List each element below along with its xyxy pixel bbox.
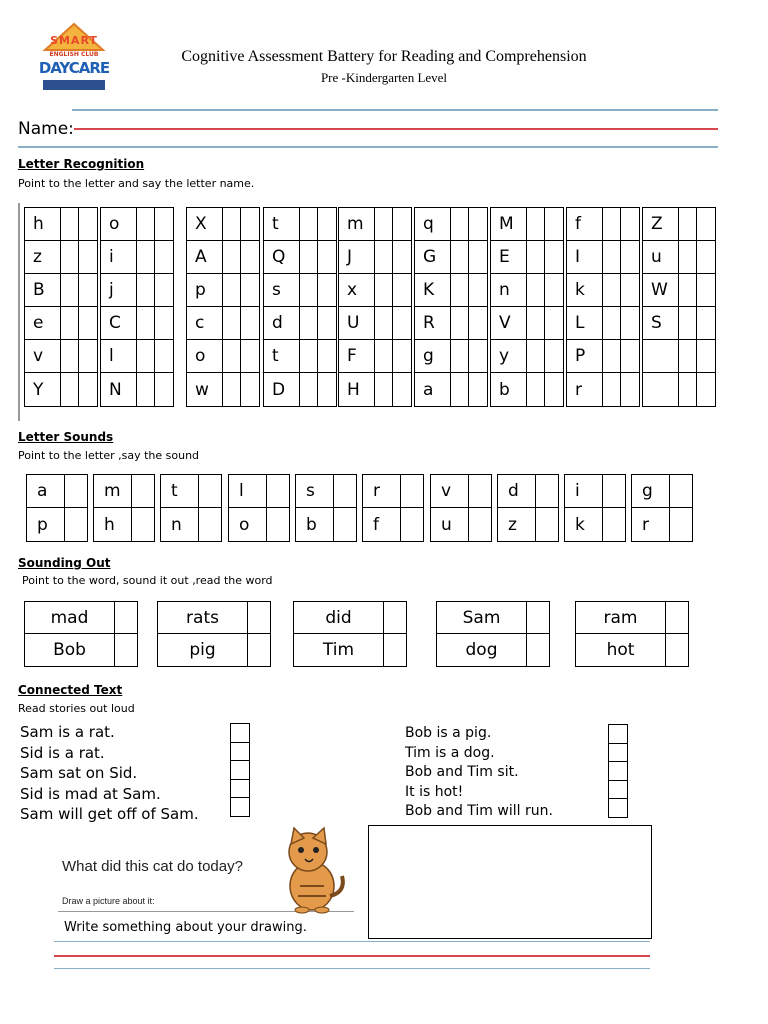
letter-cell: v xyxy=(25,340,61,373)
answer-cell[interactable] xyxy=(384,602,406,634)
answer-cell[interactable] xyxy=(248,602,270,634)
answer-cell[interactable] xyxy=(527,602,549,634)
word-cell: dog xyxy=(437,634,527,666)
answer-cell[interactable] xyxy=(300,241,318,274)
letter-column xyxy=(566,207,640,407)
sound-letter-cell: m xyxy=(94,475,132,508)
answer-cell[interactable] xyxy=(451,340,469,373)
sound-letter-cell: s xyxy=(296,475,334,508)
letter-cell: p xyxy=(187,274,223,307)
answer-cell[interactable] xyxy=(545,241,563,274)
story-line: Sam will get off of Sam. xyxy=(20,805,199,823)
sound-letter-cell: t xyxy=(161,475,199,508)
answer-cell[interactable] xyxy=(545,208,563,241)
sound-column xyxy=(93,474,155,542)
letter-cell: g xyxy=(415,340,451,373)
answer-cell[interactable] xyxy=(603,274,621,307)
answer-cell[interactable] xyxy=(527,373,545,406)
answer-cell[interactable] xyxy=(223,373,241,406)
answer-cell[interactable] xyxy=(697,340,715,373)
sound-letter-cell: b xyxy=(296,508,334,541)
checkbox[interactable] xyxy=(231,761,249,780)
word-cell: Tim xyxy=(294,634,384,666)
answer-cell[interactable] xyxy=(79,208,97,241)
answer-cell[interactable] xyxy=(79,373,97,406)
letter-cell: Z xyxy=(643,208,679,241)
page-subtitle: Pre -Kindergarten Level xyxy=(320,70,448,85)
answer-cell[interactable] xyxy=(137,274,155,307)
answer-cell[interactable] xyxy=(469,241,487,274)
sound-letter-cell: n xyxy=(161,508,199,541)
letter-cell: k xyxy=(567,274,603,307)
answer-cell[interactable] xyxy=(375,208,393,241)
answer-cell[interactable] xyxy=(679,307,697,340)
letter-cell: i xyxy=(101,241,137,274)
sound-letter-cell: d xyxy=(498,475,536,508)
writing-line-blue-top xyxy=(54,941,650,942)
answer-cell[interactable] xyxy=(375,274,393,307)
answer-cell[interactable] xyxy=(155,241,173,274)
letter-cell: w xyxy=(187,373,223,406)
answer-cell[interactable] xyxy=(469,340,487,373)
checkbox[interactable] xyxy=(231,780,249,799)
letter-cell: n xyxy=(491,274,527,307)
answer-cell[interactable] xyxy=(248,634,270,666)
word-cell: rats xyxy=(158,602,248,634)
drawing-question: What did this cat do today? xyxy=(62,858,243,875)
answer-cell[interactable] xyxy=(375,340,393,373)
word-column xyxy=(24,601,138,667)
answer-cell[interactable] xyxy=(79,340,97,373)
name-blue-line xyxy=(18,146,718,148)
answer-cell[interactable] xyxy=(603,241,621,274)
word-cell: Sam xyxy=(437,602,527,634)
checkbox[interactable] xyxy=(609,781,627,800)
letter-cell: J xyxy=(339,241,375,274)
letter-cell: s xyxy=(264,274,300,307)
letter-cell: j xyxy=(101,274,137,307)
letter-cell: d xyxy=(264,307,300,340)
answer-cell[interactable] xyxy=(401,508,423,541)
answer-cell[interactable] xyxy=(401,475,423,508)
letter-cell: K xyxy=(415,274,451,307)
word-column xyxy=(293,601,407,667)
word-cell: hot xyxy=(576,634,666,666)
answer-cell[interactable] xyxy=(318,307,336,340)
letter-cell: V xyxy=(491,307,527,340)
answer-cell[interactable] xyxy=(621,208,639,241)
answer-cell[interactable] xyxy=(241,274,259,307)
letter-cell: Q xyxy=(264,241,300,274)
letter-cell: F xyxy=(339,340,375,373)
answer-cell[interactable] xyxy=(679,274,697,307)
letter-cell: m xyxy=(339,208,375,241)
answer-cell[interactable] xyxy=(679,373,697,406)
sound-column xyxy=(26,474,88,542)
letter-cell: E xyxy=(491,241,527,274)
answer-cell[interactable] xyxy=(267,508,289,541)
answer-cell[interactable] xyxy=(318,274,336,307)
word-cell: mad xyxy=(25,602,115,634)
answer-cell[interactable] xyxy=(603,208,621,241)
answer-cell[interactable] xyxy=(223,340,241,373)
sound-column xyxy=(631,474,693,542)
answer-cell[interactable] xyxy=(155,208,173,241)
sounding-out-instruction: Point to the word, sound it out ,read the word xyxy=(22,574,273,587)
story-line: Bob and Tim sit. xyxy=(405,764,519,780)
answer-cell[interactable] xyxy=(545,274,563,307)
answer-cell[interactable] xyxy=(469,307,487,340)
answer-cell[interactable] xyxy=(621,274,639,307)
answer-cell[interactable] xyxy=(241,307,259,340)
sound-letter-cell: g xyxy=(632,475,670,508)
answer-cell[interactable] xyxy=(545,307,563,340)
answer-cell[interactable] xyxy=(318,373,336,406)
letter-cell: c xyxy=(187,307,223,340)
letter-cell: t xyxy=(264,340,300,373)
letter-column xyxy=(490,207,564,407)
answer-cell[interactable] xyxy=(545,373,563,406)
story-line: Bob and Tim will run. xyxy=(405,803,553,819)
answer-cell[interactable] xyxy=(334,475,356,508)
write-prompt: Write something about your drawing. xyxy=(64,920,307,935)
answer-cell[interactable] xyxy=(469,373,487,406)
answer-cell[interactable] xyxy=(334,508,356,541)
answer-cell[interactable] xyxy=(469,274,487,307)
answer-cell[interactable] xyxy=(451,274,469,307)
answer-cell[interactable] xyxy=(679,340,697,373)
answer-cell[interactable] xyxy=(65,508,87,541)
letter-cell: B xyxy=(25,274,61,307)
answer-cell[interactable] xyxy=(318,340,336,373)
checkbox[interactable] xyxy=(609,799,627,817)
answer-cell[interactable] xyxy=(393,241,411,274)
page-title: Cognitive Assessment Battery for Reading and Comprehension xyxy=(181,48,587,65)
answer-cell[interactable] xyxy=(155,340,173,373)
sound-column xyxy=(362,474,424,542)
letter-column xyxy=(414,207,488,407)
answer-cell[interactable] xyxy=(469,508,491,541)
answer-cell[interactable] xyxy=(527,274,545,307)
answer-cell[interactable] xyxy=(137,340,155,373)
letter-recognition-instruction: Point to the letter and say the letter name. xyxy=(18,177,255,190)
answer-cell[interactable] xyxy=(603,508,625,541)
answer-cell[interactable] xyxy=(241,373,259,406)
answer-cell[interactable] xyxy=(621,241,639,274)
answer-cell[interactable] xyxy=(621,373,639,406)
answer-cell[interactable] xyxy=(393,340,411,373)
answer-cell[interactable] xyxy=(61,340,79,373)
writing-line-red xyxy=(54,955,650,957)
answer-cell[interactable] xyxy=(527,340,545,373)
answer-cell[interactable] xyxy=(300,208,318,241)
letter-cell: N xyxy=(101,373,137,406)
letter-cell: S xyxy=(643,307,679,340)
draw-prompt: Draw a picture about it: xyxy=(62,896,155,906)
sound-letter-cell: r xyxy=(632,508,670,541)
logo-text-daycare: DAYCARE xyxy=(38,59,110,77)
answer-cell[interactable] xyxy=(536,475,558,508)
answer-cell[interactable] xyxy=(61,307,79,340)
name-red-line xyxy=(74,128,718,130)
letter-cell: q xyxy=(415,208,451,241)
answer-cell[interactable] xyxy=(300,274,318,307)
answer-cell[interactable] xyxy=(155,307,173,340)
word-cell: Bob xyxy=(25,634,115,666)
letter-cell: A xyxy=(187,241,223,274)
answer-cell[interactable] xyxy=(223,307,241,340)
letter-cell: W xyxy=(643,274,679,307)
sound-column xyxy=(564,474,626,542)
answer-cell[interactable] xyxy=(666,602,688,634)
sound-letter-cell: z xyxy=(498,508,536,541)
connected-text-title: Connected Text xyxy=(18,683,123,697)
letter-cell: u xyxy=(643,241,679,274)
letter-cell: x xyxy=(339,274,375,307)
top-blue-line xyxy=(72,109,718,111)
answer-cell[interactable] xyxy=(527,208,545,241)
sound-letter-cell: l xyxy=(229,475,267,508)
checkbox[interactable] xyxy=(609,744,627,763)
sound-letter-cell: o xyxy=(229,508,267,541)
answer-cell[interactable] xyxy=(393,373,411,406)
letter-cell: I xyxy=(567,241,603,274)
letter-cell: r xyxy=(567,373,603,406)
answer-cell[interactable] xyxy=(697,307,715,340)
answer-cell[interactable] xyxy=(679,241,697,274)
answer-cell[interactable] xyxy=(697,208,715,241)
answer-cell[interactable] xyxy=(536,508,558,541)
letter-cell: h xyxy=(25,208,61,241)
letter-cell: L xyxy=(567,307,603,340)
letter-cell: l xyxy=(101,340,137,373)
answer-cell[interactable] xyxy=(300,307,318,340)
answer-cell[interactable] xyxy=(451,241,469,274)
letter-sounds-instruction: Point to the letter ,say the sound xyxy=(18,449,200,462)
story-line: Tim is a dog. xyxy=(405,744,495,761)
letter-cell: H xyxy=(339,373,375,406)
answer-cell[interactable] xyxy=(451,373,469,406)
letter-cell: z xyxy=(25,241,61,274)
sound-letter-cell: a xyxy=(27,475,65,508)
answer-cell[interactable] xyxy=(451,307,469,340)
answer-cell[interactable] xyxy=(469,208,487,241)
letter-cell: P xyxy=(567,340,603,373)
story-line: Sid is a rat. xyxy=(20,743,105,762)
sound-column xyxy=(430,474,492,542)
checkbox[interactable] xyxy=(609,725,627,744)
word-cell: did xyxy=(294,602,384,634)
margin-mark xyxy=(18,203,20,421)
story-2-checkboxes xyxy=(608,724,628,818)
answer-cell[interactable] xyxy=(318,241,336,274)
sound-column xyxy=(228,474,290,542)
answer-cell[interactable] xyxy=(527,307,545,340)
answer-cell[interactable] xyxy=(267,475,289,508)
letter-column xyxy=(24,207,98,407)
letter-cell xyxy=(643,373,679,406)
answer-cell[interactable] xyxy=(670,475,692,508)
answer-cell[interactable] xyxy=(451,208,469,241)
story-line: Sam sat on Sid. xyxy=(20,764,138,782)
sound-letter-cell: r xyxy=(363,475,401,508)
letter-cell: G xyxy=(415,241,451,274)
sound-column xyxy=(160,474,222,542)
word-column xyxy=(157,601,271,667)
connected-text-instruction: Read stories out loud xyxy=(18,702,135,715)
letter-cell: Y xyxy=(25,373,61,406)
answer-cell[interactable] xyxy=(375,241,393,274)
drawing-box[interactable] xyxy=(368,825,652,939)
answer-cell[interactable] xyxy=(137,241,155,274)
story-line: It is hot! xyxy=(405,783,464,800)
checkbox[interactable] xyxy=(231,798,249,816)
answer-cell[interactable] xyxy=(223,241,241,274)
answer-cell[interactable] xyxy=(375,373,393,406)
sound-letter-cell: k xyxy=(565,508,603,541)
answer-cell[interactable] xyxy=(300,373,318,406)
word-cell: ram xyxy=(576,602,666,634)
sound-letter-cell: h xyxy=(94,508,132,541)
checkbox[interactable] xyxy=(231,724,249,743)
answer-cell[interactable] xyxy=(65,475,87,508)
answer-cell[interactable] xyxy=(115,634,137,666)
story-1-checkboxes xyxy=(230,723,250,817)
answer-cell[interactable] xyxy=(697,241,715,274)
letter-column xyxy=(338,207,412,407)
sound-letter-cell: u xyxy=(431,508,469,541)
letter-cell: X xyxy=(187,208,223,241)
answer-cell[interactable] xyxy=(199,475,221,508)
answer-cell[interactable] xyxy=(393,307,411,340)
answer-cell[interactable] xyxy=(300,340,318,373)
answer-cell[interactable] xyxy=(603,373,621,406)
answer-cell[interactable] xyxy=(679,208,697,241)
answer-cell[interactable] xyxy=(603,340,621,373)
cat-icon xyxy=(272,826,348,914)
letter-cell: b xyxy=(491,373,527,406)
letter-cell: R xyxy=(415,307,451,340)
answer-cell[interactable] xyxy=(79,307,97,340)
story-line: Sam is a rat. xyxy=(20,723,115,741)
name-label: Name: xyxy=(18,119,74,139)
letter-cell: C xyxy=(101,307,137,340)
logo-text-club: ENGLISH CLUB xyxy=(49,51,99,58)
answer-cell[interactable] xyxy=(115,602,137,634)
answer-cell[interactable] xyxy=(393,208,411,241)
answer-cell[interactable] xyxy=(527,634,549,666)
answer-cell[interactable] xyxy=(603,475,625,508)
word-column xyxy=(575,601,689,667)
answer-cell[interactable] xyxy=(603,307,621,340)
letter-cell: o xyxy=(187,340,223,373)
sound-letter-cell: p xyxy=(27,508,65,541)
letter-cell: U xyxy=(339,307,375,340)
answer-cell[interactable] xyxy=(527,241,545,274)
answer-cell[interactable] xyxy=(241,340,259,373)
answer-cell[interactable] xyxy=(241,241,259,274)
answer-cell[interactable] xyxy=(61,208,79,241)
sound-column xyxy=(295,474,357,542)
story-1 xyxy=(20,722,199,825)
word-cell: pig xyxy=(158,634,248,666)
letter-cell: y xyxy=(491,340,527,373)
letter-column xyxy=(100,207,174,407)
story-2 xyxy=(405,724,553,822)
sound-letter-cell: v xyxy=(431,475,469,508)
sounding-out-title: Sounding Out xyxy=(18,556,111,570)
answer-cell[interactable] xyxy=(545,340,563,373)
word-column xyxy=(436,601,550,667)
answer-cell[interactable] xyxy=(137,208,155,241)
answer-cell[interactable] xyxy=(697,274,715,307)
letter-column xyxy=(642,207,716,407)
answer-cell[interactable] xyxy=(61,274,79,307)
letter-recognition-title: Letter Recognition xyxy=(18,157,145,171)
answer-cell[interactable] xyxy=(621,340,639,373)
answer-cell[interactable] xyxy=(469,475,491,508)
letter-column xyxy=(263,207,337,407)
answer-cell[interactable] xyxy=(670,508,692,541)
answer-cell[interactable] xyxy=(223,208,241,241)
answer-cell[interactable] xyxy=(79,274,97,307)
letter-cell: f xyxy=(567,208,603,241)
sound-column xyxy=(497,474,559,542)
answer-cell[interactable] xyxy=(61,373,79,406)
letter-cell: a xyxy=(415,373,451,406)
letter-cell: o xyxy=(101,208,137,241)
answer-cell[interactable] xyxy=(199,508,221,541)
answer-cell[interactable] xyxy=(241,208,259,241)
answer-cell[interactable] xyxy=(393,274,411,307)
answer-cell[interactable] xyxy=(697,373,715,406)
letter-cell: e xyxy=(25,307,61,340)
answer-cell[interactable] xyxy=(137,373,155,406)
answer-cell[interactable] xyxy=(155,373,173,406)
sound-letter-cell: f xyxy=(363,508,401,541)
letter-sounds-title: Letter Sounds xyxy=(18,430,114,444)
answer-cell[interactable] xyxy=(384,634,406,666)
letter-cell: t xyxy=(264,208,300,241)
sound-letter-cell: i xyxy=(565,475,603,508)
story-line: Sid is mad at Sam. xyxy=(20,784,161,803)
answer-cell[interactable] xyxy=(223,274,241,307)
answer-cell[interactable] xyxy=(61,241,79,274)
writing-line-blue-bottom xyxy=(54,968,650,969)
letter-cell xyxy=(643,340,679,373)
letter-cell: D xyxy=(264,373,300,406)
story-line: Bob is a pig. xyxy=(405,725,492,741)
checkbox[interactable] xyxy=(609,762,627,781)
checkbox[interactable] xyxy=(231,743,249,762)
logo-text-smart: SMART xyxy=(50,34,98,47)
answer-cell[interactable] xyxy=(132,475,154,508)
letter-column xyxy=(186,207,260,407)
letter-cell: M xyxy=(491,208,527,241)
answer-cell[interactable] xyxy=(621,307,639,340)
answer-cell[interactable] xyxy=(666,634,688,666)
answer-cell[interactable] xyxy=(375,307,393,340)
answer-cell[interactable] xyxy=(132,508,154,541)
answer-cell[interactable] xyxy=(155,274,173,307)
answer-cell[interactable] xyxy=(79,241,97,274)
answer-cell[interactable] xyxy=(318,208,336,241)
answer-cell[interactable] xyxy=(137,307,155,340)
